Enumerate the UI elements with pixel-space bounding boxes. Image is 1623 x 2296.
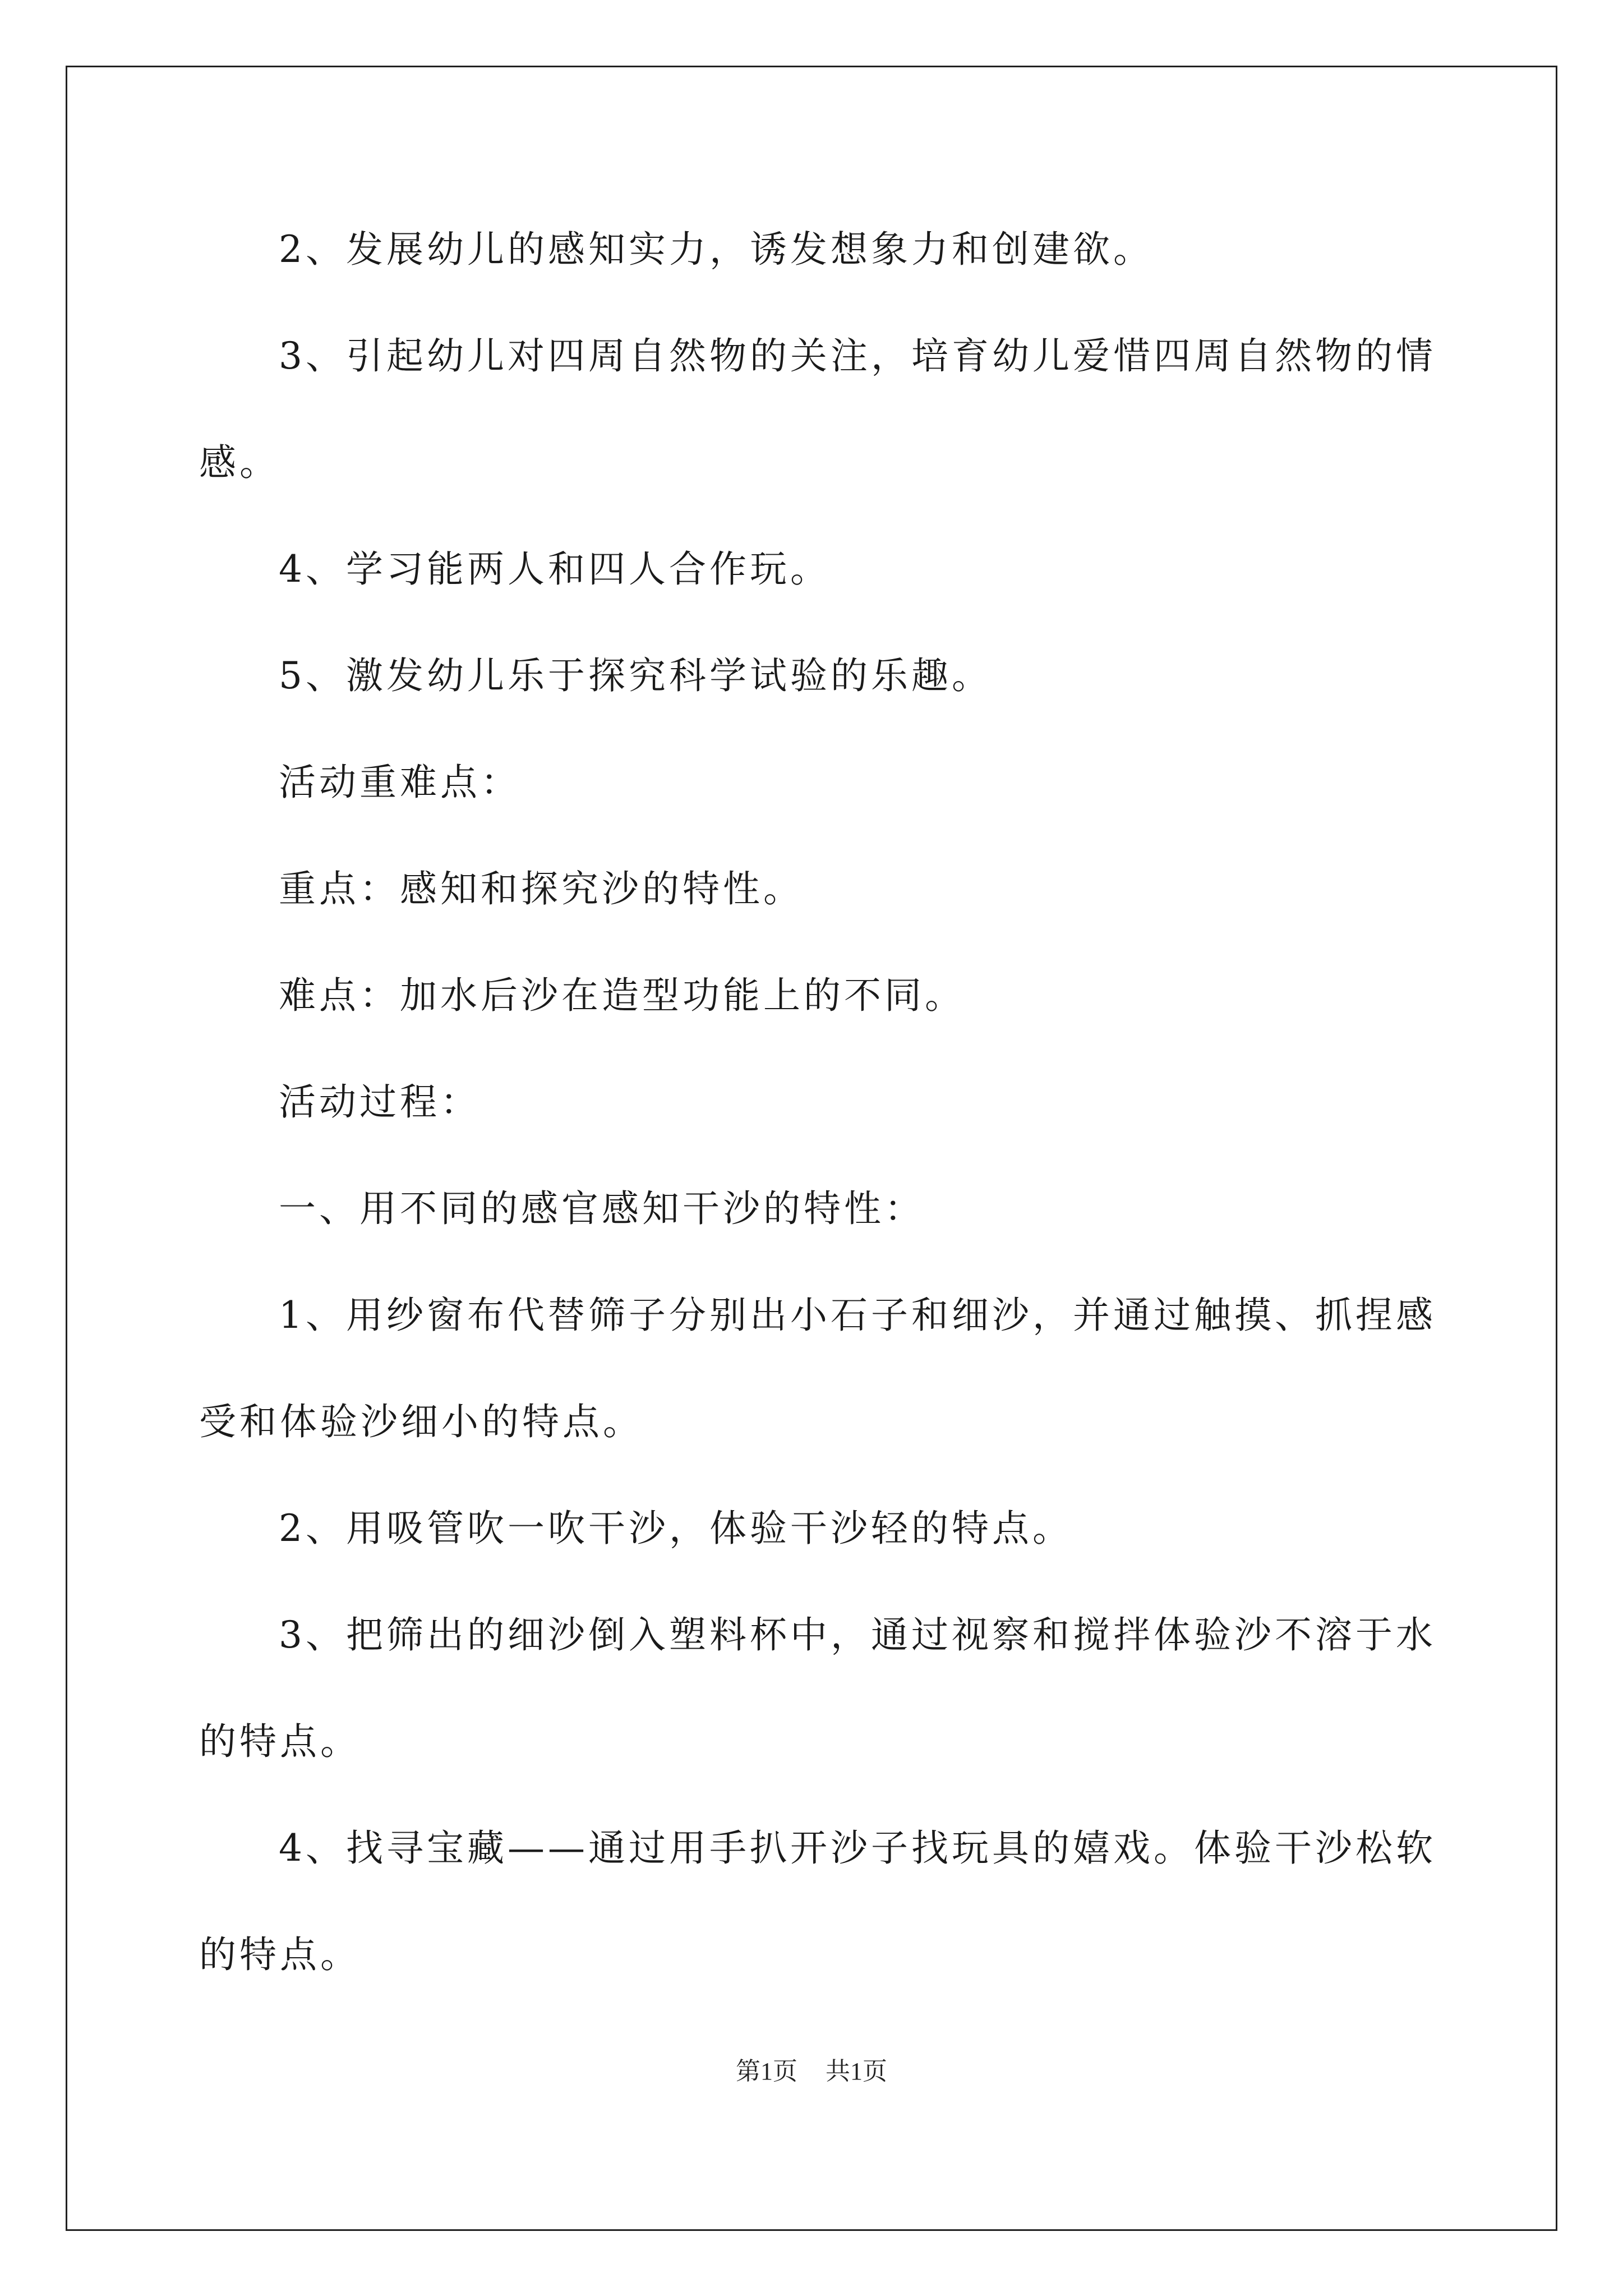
paragraph-line: 感。 [199, 441, 280, 484]
paragraph-line: 的特点。 [199, 1933, 361, 1976]
paragraph-line: 2、发展幼儿的感知实力，诱发想象力和创建欲。 [279, 228, 1154, 271]
page-number-total: 共1页 [826, 2058, 887, 2085]
paragraph-line: 1、用纱窗布代替筛子分别出小石子和细沙，并通过触摸、抓捏感 [279, 1294, 1436, 1337]
section-heading: 活动重难点： [279, 761, 521, 804]
paragraph-line: 4、找寻宝藏——通过用手扒开沙子找玩具的嬉戏。体验干沙松软 [279, 1826, 1436, 1870]
page-number-current: 第1页 [736, 2058, 797, 2085]
paragraph-line: 的特点。 [199, 1720, 361, 1763]
section-heading: 活动过程： [279, 1080, 481, 1124]
paragraph-line: 2、用吸管吹一吹干沙，体验干沙轻的特点。 [279, 1507, 1073, 1550]
paragraph-line: 5、激发幼儿乐于探究科学试验的乐趣。 [279, 654, 992, 697]
paragraph-line: 受和体验沙细小的特点。 [199, 1400, 643, 1443]
paragraph-line: 一、用不同的感官感知干沙的特性： [279, 1187, 925, 1230]
page-footer [0, 2056, 1623, 2087]
paragraph-line: 难点：加水后沙在造型功能上的不同。 [279, 974, 965, 1017]
paragraph-line: 重点：感知和探究沙的特性。 [279, 867, 804, 910]
paragraph-line: 3、把筛出的细沙倒入塑料杯中，通过视察和搅拌体验沙不溶于水 [279, 1613, 1436, 1657]
paragraph-line: 3、引起幼儿对四周自然物的关注，培育幼儿爱惜四周自然物的情 [279, 334, 1436, 378]
paragraph-line: 4、学习能两人和四人合作玩。 [279, 547, 831, 591]
